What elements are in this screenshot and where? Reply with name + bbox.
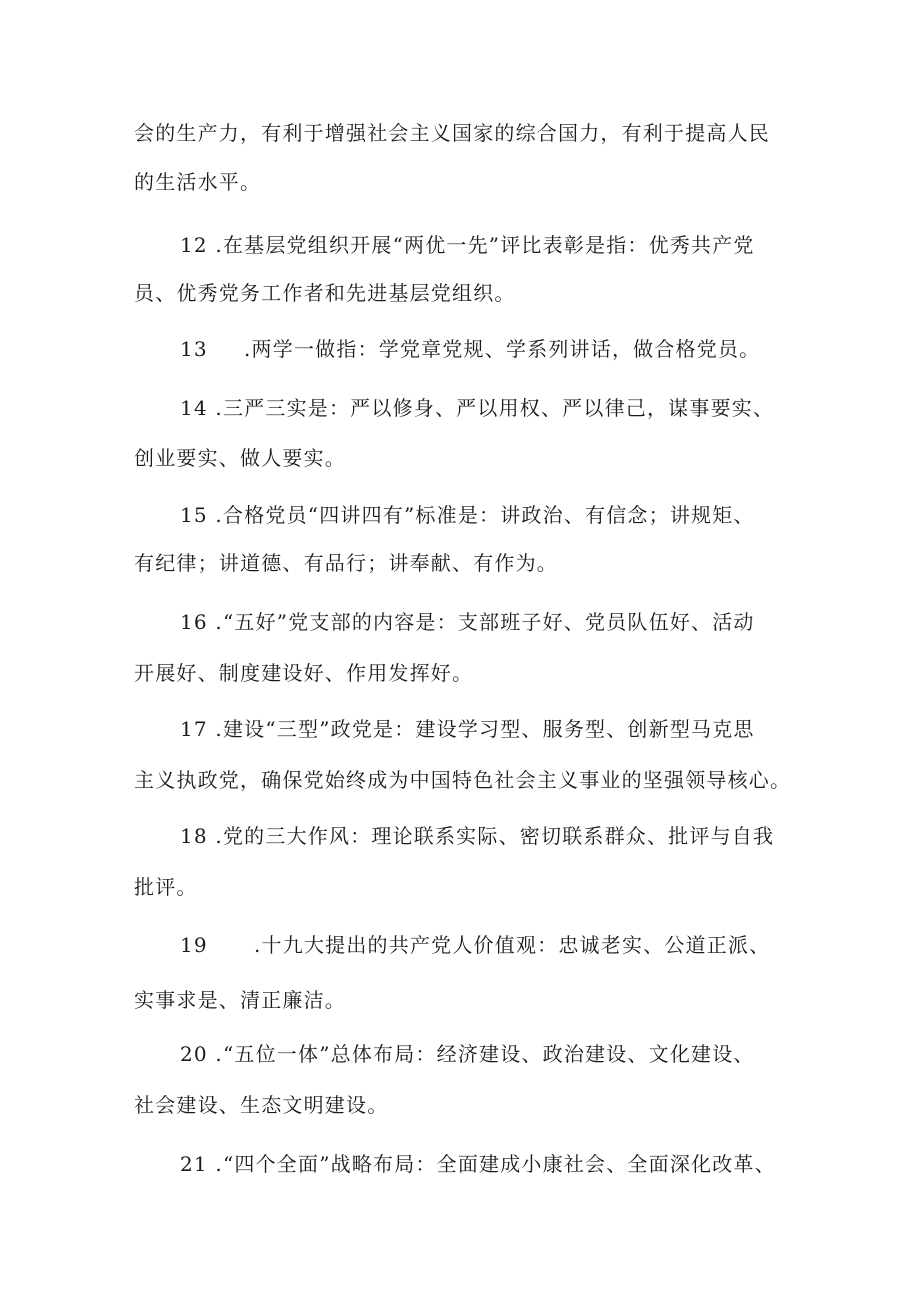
item-15-line-1: 15 .合格党员“四讲四有”标准是：讲政治、有信念；讲规矩、 — [180, 503, 755, 527]
item-18-line-1: 18 .党的三大作风：理论联系实际、密切联系群众、批评与自我 — [180, 824, 775, 848]
item-16-line-1: 16 .“五好”党支部的内容是：支部班子好、党员队伍好、活动 — [180, 610, 755, 634]
item-19-line-2: 实事求是、清正廉洁。 — [134, 988, 346, 1012]
item-13-text: .两学一做指：学党章党规、学系列讲话，做合格党员。 — [244, 337, 761, 361]
item-14-line-1: 14 .三严三实是：严以修身、严以用权、严以律己，谋事要实、 — [180, 396, 775, 420]
text-line: 的生活水平。 — [134, 170, 262, 194]
item-17-line-1: 17 .建设“三型”政党是：建设学习型、服务型、创新型马克思 — [180, 717, 755, 741]
item-17-line-2: 主义执政党，确保党始终成为中国特色社会主义事业的坚强领导核心。 — [134, 768, 792, 792]
item-18-line-2: 批评。 — [134, 875, 198, 899]
item-14-line-2: 创业要实、做人要实。 — [134, 446, 346, 470]
item-12-line-1: 12 .在基层党组织开展“两优一先”评比表彰是指：优秀共产党 — [180, 233, 755, 257]
item-15-line-2: 有纪律；讲道德、有品行；讲奉献、有作为。 — [134, 551, 558, 575]
item-19-number: 19 — [180, 933, 208, 957]
item-12-line-2: 员、优秀党务工作者和先进基层党组织。 — [134, 281, 516, 305]
item-13-number: 13 — [180, 337, 208, 361]
item-21-line-1: 21 .“四个全面”战略布局：全面建成小康社会、全面深化改革、 — [180, 1152, 776, 1176]
text-line: 会的生产力，有利于增强社会主义国家的综合国力，有利于提高人民 — [134, 121, 770, 145]
item-20-line-2: 社会建设、生态文明建设。 — [134, 1093, 389, 1117]
item-20-line-1: 20 .“五位一体”总体布局：经济建设、政治建设、文化建设、 — [180, 1042, 755, 1066]
item-16-line-2: 开展好、制度建设好、作用发挥好。 — [134, 661, 474, 685]
item-19-text: .十九大提出的共产党人价值观：忠诚老实、公道正派、 — [254, 933, 771, 957]
